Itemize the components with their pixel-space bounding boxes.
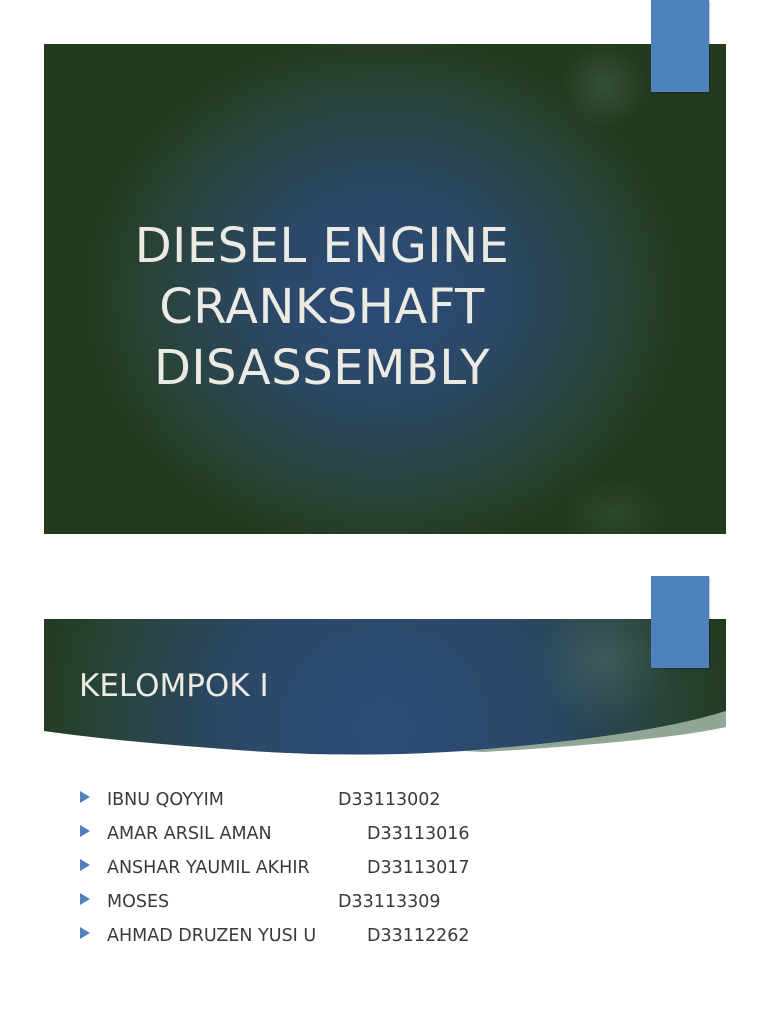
member-name: IBNU QOYYIM [107,790,224,810]
member-id: D33112262 [367,926,470,946]
triangle-right-icon [80,791,90,803]
member-name: MOSES [107,892,170,912]
triangle-right-icon [80,893,90,905]
title-slide [44,44,726,534]
accent-bar-top [651,0,709,92]
group-title: KELOMPOK I [79,668,269,704]
member-id: D33113309 [338,892,441,912]
member-id: D33113002 [338,790,441,810]
member-id: D33113016 [367,824,470,844]
member-id: D33113017 [367,858,470,878]
member-name: AHMAD DRUZEN YUSI U [107,926,317,946]
member-name: AMAR ARSIL AMAN [107,824,272,844]
triangle-right-icon [80,927,90,939]
title-line-3: DISASSEMBLY [153,340,491,396]
title-line-1: DIESEL ENGINE [134,218,510,274]
slide-title [102,216,542,399]
title-line-2: CRANKSHAFT [159,279,485,335]
triangle-right-icon [80,825,90,837]
member-name: ANSHAR YAUMIL AKHIR [107,858,310,878]
triangle-right-icon [80,859,90,871]
accent-bar-bottom [651,576,709,668]
